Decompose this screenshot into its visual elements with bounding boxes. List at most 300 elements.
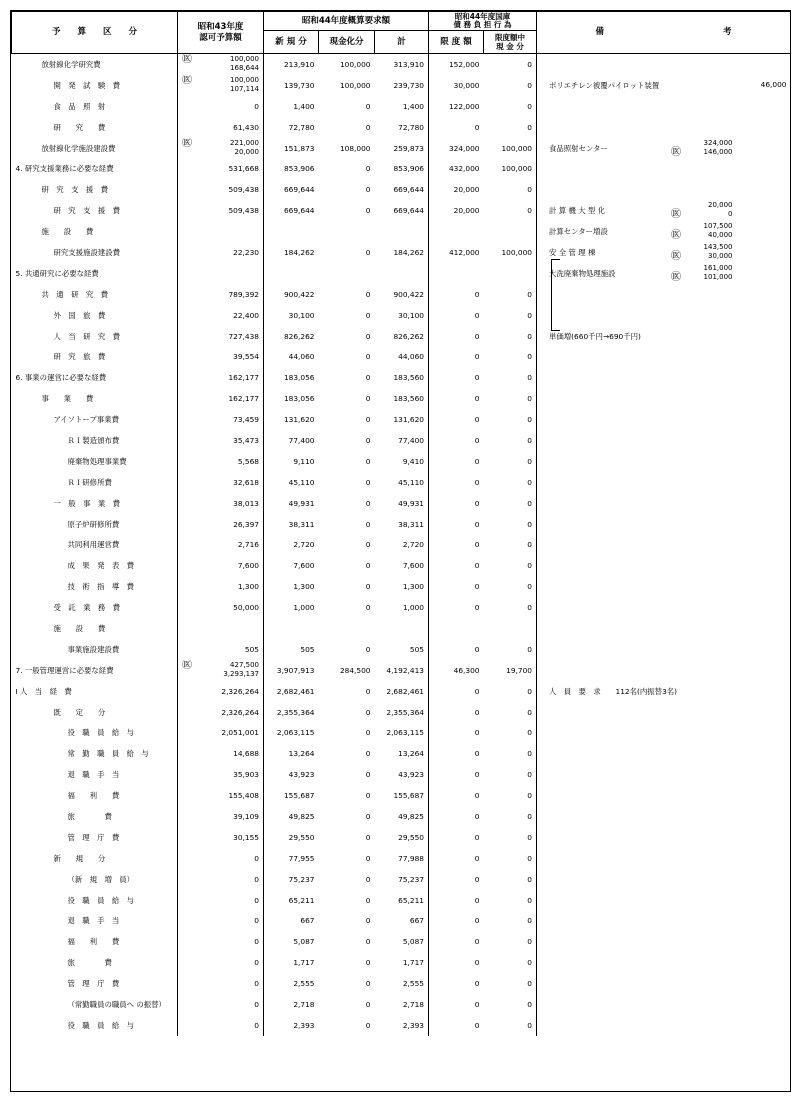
- new-value: 131,620: [283, 415, 315, 425]
- limit-value: 20,000: [453, 206, 480, 216]
- remarks-cell: [537, 597, 791, 618]
- remarks-cell: [537, 388, 791, 409]
- limit-value: 0: [474, 958, 480, 968]
- current-cash-value: 0: [484, 890, 537, 911]
- table-row: [12, 785, 791, 806]
- prev-year-value: [178, 973, 264, 994]
- prev-year-text: 505: [244, 644, 259, 654]
- total-value: 853,906: [375, 158, 429, 179]
- cashed-value: 0: [365, 394, 371, 404]
- limit-value: 0: [474, 644, 480, 654]
- total-value: 9,410: [375, 451, 429, 472]
- cashed-value: 0: [365, 1000, 371, 1010]
- new-value: 2,355,364: [276, 707, 315, 717]
- table-row: [12, 514, 791, 535]
- cashed-value: 0: [365, 415, 371, 425]
- table-row: [12, 723, 791, 744]
- current-cash-value: 0: [484, 848, 537, 869]
- prev-year-line: 3,293,137: [223, 670, 259, 679]
- total-value: 826,262: [375, 326, 429, 347]
- row-label: 6. 事業の運営に必要な経費: [12, 367, 178, 388]
- prev-year-value: [178, 743, 264, 764]
- row-label: 食 品 照 射: [12, 96, 178, 117]
- remarks-cell: [537, 284, 791, 305]
- remarks-cell: [537, 702, 791, 723]
- new-value: 900,422: [283, 289, 315, 299]
- total-value: 669,644: [375, 200, 429, 221]
- limit-value: 0: [474, 415, 480, 425]
- row-label: （常勤職員の職員へ の振替）: [12, 994, 178, 1015]
- new-value: [264, 618, 319, 639]
- row-label: 外 国 旅 費: [12, 305, 178, 326]
- current-cash-value: 0: [484, 200, 537, 221]
- current-cash-value: 0: [484, 806, 537, 827]
- table-row: [12, 931, 791, 952]
- row-label: 研 究 費: [12, 117, 178, 138]
- limit-value: 432,000: [448, 164, 480, 174]
- remarks-cell: [537, 555, 791, 576]
- budget-rows: [12, 54, 791, 1036]
- remarks-cell: [537, 827, 791, 848]
- remark-text: ポリエチレン被覆パイロット装置: [549, 80, 660, 90]
- table-row: [12, 702, 791, 723]
- row-label: 成 果 発 表 費: [12, 555, 178, 576]
- new-value: 151,873: [283, 143, 315, 153]
- cashed-value: 0: [365, 749, 371, 759]
- cashed-value: 0: [365, 770, 371, 780]
- prev-year-line: 107,114: [230, 85, 259, 94]
- prev-year-text: 39,109: [233, 812, 259, 821]
- prev-year-text: 35,473: [233, 435, 259, 445]
- row-label: 共 通 研 究 費: [12, 284, 178, 305]
- current-cash-value: 0: [484, 555, 537, 576]
- remark-stack-line: 143,500: [703, 243, 733, 252]
- total-value: 38,311: [375, 514, 429, 535]
- new-value: 44,060: [288, 352, 315, 362]
- row-label: 4. 研究支援業務に必要な経費: [12, 158, 178, 179]
- limit-value: 0: [474, 770, 480, 780]
- header-obligation-group: 昭和44年度国庫 債 務 負 担 行 為: [429, 12, 537, 31]
- table-row: [12, 618, 791, 639]
- new-value: 1,400: [293, 101, 315, 111]
- limit-value: [429, 618, 484, 639]
- table-row: [12, 493, 791, 514]
- limit-value: 0: [474, 874, 480, 884]
- prev-year-text: 14,688: [233, 749, 259, 759]
- remarks-cell: [537, 534, 791, 555]
- limit-value: 0: [474, 435, 480, 445]
- prev-year-text: 32,618: [233, 477, 259, 487]
- current-cash-value: 0: [484, 869, 537, 890]
- row-label: 研 究 支 援 費: [12, 179, 178, 200]
- table-row: [12, 117, 791, 138]
- current-cash-value: 0: [484, 994, 537, 1015]
- new-value: 505: [300, 644, 315, 654]
- total-value: 72,780: [375, 117, 429, 138]
- header-new: 新 規 分: [264, 31, 319, 54]
- row-label: 放射線化学施設建設費: [12, 138, 178, 159]
- current-cash-value: 0: [484, 75, 537, 96]
- total-value: 131,620: [375, 409, 429, 430]
- limit-value: 0: [474, 853, 480, 863]
- prev-year-line: 168,644: [230, 64, 259, 73]
- limit-value: 46,300: [453, 665, 480, 675]
- prev-year-text: 531,668: [228, 164, 259, 174]
- limit-value: 0: [474, 310, 480, 320]
- total-value: 13,264: [375, 743, 429, 764]
- remarks-cell: [537, 869, 791, 890]
- table-row: [12, 806, 791, 827]
- new-value: 183,056: [283, 394, 315, 404]
- row-label: 常 勤 職 員 給 与: [12, 743, 178, 764]
- new-value: 2,720: [293, 540, 315, 550]
- row-label: 既 定 分: [12, 702, 178, 723]
- row-label: 福 利 費: [12, 931, 178, 952]
- prev-year-value: [178, 869, 264, 890]
- limit-value: 0: [474, 937, 480, 947]
- limit-value: 0: [474, 352, 480, 362]
- table-row: [12, 994, 791, 1015]
- table-row: [12, 743, 791, 764]
- approval-mark-icon: ㊩: [671, 209, 681, 221]
- prev-year-value: [178, 158, 264, 179]
- total-value: 1,400: [375, 96, 429, 117]
- prev-year-text: 0: [254, 895, 259, 905]
- new-value: 77,955: [288, 853, 315, 863]
- table-row: [12, 409, 791, 430]
- current-cash-value: 0: [484, 514, 537, 535]
- remark-stack: [704, 222, 733, 240]
- prev-year-value: [178, 75, 264, 96]
- current-cash-value: [484, 618, 537, 639]
- cashed-value: 0: [365, 352, 371, 362]
- prev-year-value: [178, 848, 264, 869]
- cashed-value: 0: [365, 477, 371, 487]
- prev-year-stack: [223, 661, 259, 679]
- table-row: [12, 305, 791, 326]
- total-value: 2,393: [375, 1015, 429, 1036]
- table-row: [12, 534, 791, 555]
- new-value: 75,237: [288, 874, 315, 884]
- current-cash-value: 0: [484, 785, 537, 806]
- total-value: 1,717: [375, 952, 429, 973]
- current-cash-value: 0: [484, 284, 537, 305]
- remarks-cell: [537, 890, 791, 911]
- row-label: 旅 費: [12, 806, 178, 827]
- prev-year-text: 0: [254, 874, 259, 884]
- total-value: 44,060: [375, 346, 429, 367]
- remark-stack: [704, 139, 733, 157]
- cashed-value: 0: [365, 101, 371, 111]
- current-cash-value: 0: [484, 96, 537, 117]
- table-row: [12, 451, 791, 472]
- prev-year-stack: [230, 76, 259, 94]
- remarks-cell: [537, 618, 791, 639]
- limit-value: 0: [474, 477, 480, 487]
- row-label: 人 当 研 究 費: [12, 326, 178, 347]
- row-label: ＲＩ研修所費: [12, 472, 178, 493]
- limit-value: 0: [474, 331, 480, 341]
- remarks-cell: [537, 242, 791, 263]
- current-cash-value: 0: [484, 681, 537, 702]
- remarks-cell: [537, 263, 791, 284]
- current-cash-value: 0: [484, 117, 537, 138]
- row-label: 旅 費: [12, 952, 178, 973]
- header-request-group: 昭和44年度概算要求額: [264, 12, 429, 31]
- remark-text: 計 算 機 大 型 化: [549, 206, 606, 216]
- prev-year-value: [178, 952, 264, 973]
- limit-value: 324,000: [448, 143, 480, 153]
- cashed-value: 0: [365, 561, 371, 571]
- limit-value: 152,000: [448, 59, 480, 69]
- cashed-value: 0: [365, 979, 371, 989]
- current-cash-value: 0: [484, 451, 537, 472]
- new-value: 7,600: [293, 561, 315, 571]
- prev-year-text: 0: [254, 916, 259, 926]
- new-value: 826,262: [283, 331, 315, 341]
- total-value: 49,825: [375, 806, 429, 827]
- remarks-cell: [537, 952, 791, 973]
- total-value: 77,988: [375, 848, 429, 869]
- prev-year-stack: [230, 139, 259, 157]
- new-value: 2,393: [293, 1020, 315, 1030]
- prev-year-line: 100,000: [230, 76, 259, 85]
- new-value: 139,730: [283, 80, 315, 90]
- prev-year-text: 61,430: [233, 122, 259, 132]
- total-value: 49,931: [375, 493, 429, 514]
- current-cash-value: 0: [484, 179, 537, 200]
- prev-year-value: [178, 994, 264, 1015]
- prev-year-value: [178, 911, 264, 932]
- total-value: 1,300: [375, 576, 429, 597]
- new-value: 183,056: [283, 373, 315, 383]
- remarks-cell: [537, 931, 791, 952]
- prev-year-text: 39,554: [233, 352, 259, 362]
- cashed-value: 0: [365, 247, 371, 257]
- header-total: 計: [375, 31, 429, 54]
- new-value: [264, 263, 319, 284]
- prev-year-value: [178, 284, 264, 305]
- prev-year-text: 2,326,264: [221, 707, 259, 717]
- limit-value: 0: [474, 394, 480, 404]
- new-value: 3,907,913: [276, 665, 315, 675]
- budget-table: [11, 11, 791, 1036]
- prev-year-text: 509,438: [228, 206, 259, 216]
- total-value: 2,555: [375, 973, 429, 994]
- current-cash-value: 0: [484, 973, 537, 994]
- remarks-cell: [537, 326, 791, 347]
- remarks-cell: [537, 451, 791, 472]
- row-label: 管 理 庁 費: [12, 973, 178, 994]
- budget-sheet: [10, 10, 791, 1092]
- limit-value: 0: [474, 582, 480, 592]
- cashed-value: 0: [365, 1020, 371, 1030]
- prev-year-text: 22,400: [233, 310, 259, 320]
- current-cash-value: 0: [484, 952, 537, 973]
- remark-text: 単価増(660千円→690千円): [549, 331, 641, 341]
- prev-year-value: [178, 890, 264, 911]
- total-value: 239,730: [375, 75, 429, 96]
- cashed-value: 0: [365, 310, 371, 320]
- limit-value: 0: [474, 561, 480, 571]
- prev-year-value: [178, 451, 264, 472]
- remark-stack-line: 324,000: [703, 138, 733, 147]
- table-row: [12, 660, 791, 681]
- total-value: 2,355,364: [375, 702, 429, 723]
- remarks-cell: [537, 514, 791, 535]
- table-row: [12, 179, 791, 200]
- row-label: 退 職 手 当: [12, 911, 178, 932]
- total-value: 900,422: [375, 284, 429, 305]
- total-value: 2,720: [375, 534, 429, 555]
- table-row: [12, 472, 791, 493]
- total-value: 313,910: [375, 54, 429, 75]
- remarks-cell: [537, 493, 791, 514]
- prev-year-text: 789,392: [228, 289, 259, 299]
- row-label: 事 業 費: [12, 388, 178, 409]
- header-prev-year: 昭和43年度 認可予算額: [178, 12, 264, 54]
- table-row: [12, 221, 791, 242]
- row-label: 施 設 費: [12, 618, 178, 639]
- table-row: [12, 138, 791, 159]
- remark-stack-line: 161,000: [703, 263, 733, 272]
- limit-value: 0: [474, 122, 480, 132]
- new-value: 669,644: [283, 206, 315, 216]
- remarks-cell: [537, 681, 791, 702]
- cashed-value: 0: [365, 644, 371, 654]
- prev-year-value: [178, 493, 264, 514]
- total-value: 667: [375, 911, 429, 932]
- new-value: 2,063,115: [276, 728, 315, 738]
- approval-mark-icon: ㊩: [671, 271, 681, 283]
- header-limit: 限 度 額: [429, 31, 484, 54]
- cashed-value: 0: [365, 331, 371, 341]
- header-remarks: 備 考: [537, 12, 791, 54]
- current-cash-value: [484, 221, 537, 242]
- prev-year-value: [178, 263, 264, 284]
- prev-year-line: 20,000: [234, 148, 259, 156]
- prev-year-text: 22,230: [233, 247, 259, 257]
- prev-year-value: [178, 534, 264, 555]
- prev-year-value: [178, 221, 264, 242]
- remarks-cell: [537, 346, 791, 367]
- prev-year-text: 73,459: [233, 415, 259, 425]
- limit-value: 0: [474, 979, 480, 989]
- row-label: 共同利用運営費: [12, 534, 178, 555]
- total-value: 5,087: [375, 931, 429, 952]
- new-value: 49,931: [288, 498, 315, 508]
- prev-year-value: [178, 409, 264, 430]
- current-cash-value: 0: [484, 827, 537, 848]
- new-value: 45,110: [288, 477, 315, 487]
- table-row: [12, 639, 791, 660]
- row-label: 管 理 庁 費: [12, 827, 178, 848]
- total-value: 45,110: [375, 472, 429, 493]
- total-value: 669,644: [375, 179, 429, 200]
- prev-year-text: 30,155: [233, 832, 259, 842]
- table-row: [12, 869, 791, 890]
- prev-year-text: 162,177: [228, 394, 259, 404]
- prev-year-text: 509,438: [228, 185, 259, 195]
- prev-year-text: 0: [254, 1020, 259, 1030]
- limit-value: 0: [474, 791, 480, 801]
- new-value: 155,687: [283, 791, 315, 801]
- row-label: 5. 共通研究に必要な経費: [12, 263, 178, 284]
- remark-stack-line: 146,000: [703, 147, 733, 156]
- row-label: Ⅰ 人 当 経 費: [12, 681, 178, 702]
- prev-year-value: [178, 576, 264, 597]
- new-value: 2,682,461: [276, 686, 315, 696]
- prev-year-value: [178, 931, 264, 952]
- row-label: 放射線化学研究費: [12, 54, 178, 75]
- limit-value: 0: [474, 498, 480, 508]
- current-cash-value: 0: [484, 493, 537, 514]
- approval-mark-icon: ㊩: [182, 660, 192, 672]
- approval-mark-icon: ㊩: [671, 250, 681, 262]
- limit-value: 0: [474, 540, 480, 550]
- remarks-cell: [537, 743, 791, 764]
- remarks-cell: [537, 1015, 791, 1036]
- row-label: 役 職 員 給 与: [12, 890, 178, 911]
- remarks-cell: [537, 221, 791, 242]
- remarks-cell: [537, 785, 791, 806]
- limit-value: 0: [474, 728, 480, 738]
- prev-year-text: 155,408: [228, 791, 259, 801]
- current-cash-value: 0: [484, 367, 537, 388]
- current-cash-value: 0: [484, 597, 537, 618]
- remarks-cell: [537, 430, 791, 451]
- remark-value: 46,000: [760, 79, 787, 89]
- prev-year-value: [178, 346, 264, 367]
- remarks-cell: [537, 764, 791, 785]
- remarks-cell: [537, 367, 791, 388]
- remarks-cell: [537, 806, 791, 827]
- cashed-value: 0: [365, 832, 371, 842]
- remarks-cell: [537, 75, 791, 96]
- remark-text: 計算センター増設: [549, 227, 608, 237]
- total-value: 7,600: [375, 555, 429, 576]
- table-row: [12, 1015, 791, 1036]
- table-row: [12, 764, 791, 785]
- prev-year-line: 427,500: [230, 661, 259, 670]
- total-value: 30,100: [375, 305, 429, 326]
- cashed-value: [319, 221, 375, 242]
- table-row: [12, 367, 791, 388]
- limit-value: 0: [474, 749, 480, 759]
- row-label: 施 設 費: [12, 221, 178, 242]
- prev-year-value: [178, 618, 264, 639]
- row-label: 技 術 指 導 費: [12, 576, 178, 597]
- cashed-value: 0: [365, 498, 371, 508]
- cashed-value: 100,000: [339, 80, 371, 90]
- cashed-value: 0: [365, 185, 371, 195]
- remarks-bracket: [551, 259, 560, 331]
- row-label: 研究支援施設建設費: [12, 242, 178, 263]
- limit-value: 0: [474, 707, 480, 717]
- row-label: 廃棄物処理事業費: [12, 451, 178, 472]
- prev-year-text: 2,051,001: [221, 728, 259, 738]
- cashed-value: 0: [365, 289, 371, 299]
- limit-value: 0: [474, 1020, 480, 1030]
- cashed-value: [319, 263, 375, 284]
- new-value: 38,311: [288, 519, 315, 529]
- remarks-cell: [537, 96, 791, 117]
- cashed-value: 0: [365, 812, 371, 821]
- current-cash-value: 0: [484, 723, 537, 744]
- limit-value: 0: [474, 916, 480, 926]
- limit-value: [429, 221, 484, 242]
- cashed-value: 0: [365, 373, 371, 383]
